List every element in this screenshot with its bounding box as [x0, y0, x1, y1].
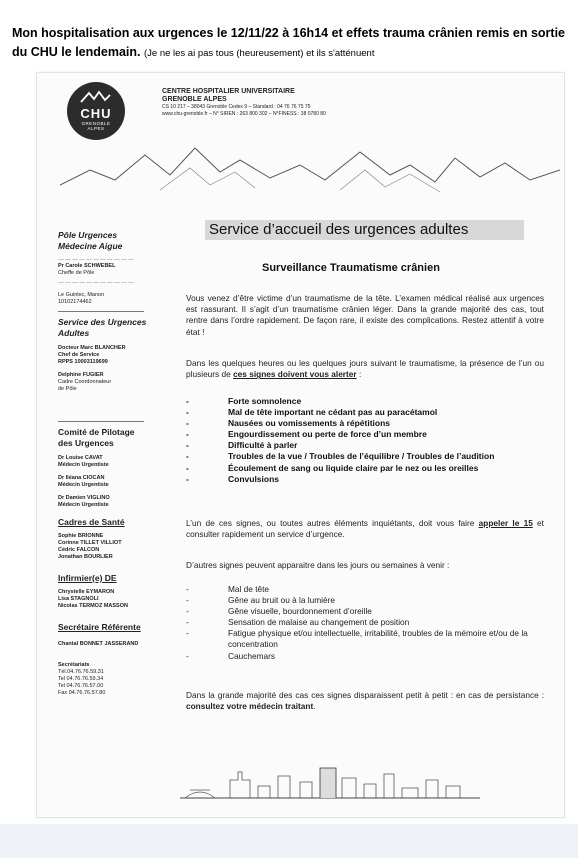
service-subtitle: Adultes — [58, 328, 90, 338]
committee-subtitle: des Urgences — [58, 438, 114, 448]
divider — [58, 311, 144, 312]
list-item: - Sensation de malaise au changement de position — [186, 617, 544, 628]
other-signs-list — [186, 584, 544, 662]
city-skyline-drawing — [180, 760, 480, 805]
committee-title: Comité de Pilotage — [58, 427, 135, 437]
list-item: - Nausées ou vomissements à répétitions — [186, 418, 544, 429]
list-item: - Écoulement de sang ou liquide claire par le nez ou les oreilles — [186, 463, 544, 474]
list-item: - Gêne au bruit ou à la lumière — [186, 595, 544, 606]
hospital-address: CS 10 217 – 38043 Grenoble Cedex 9 – Standard : 04 76 76 75 75 — [162, 104, 311, 110]
list-item: - Mal de tête — [186, 584, 544, 595]
infirmiers-title: Infirmier(e) DE — [58, 573, 117, 583]
logo-text: CHU — [80, 106, 112, 121]
page-header — [12, 24, 566, 63]
hospital-info — [162, 88, 422, 118]
logo-sub: GRENOBLE ALPES — [81, 121, 111, 131]
other-signs-intro: D’autres signes peuvent apparaitre dans les jours ou semaines à venir : — [186, 560, 450, 570]
intro-paragraph: Vous venez d’être victime d’un traumatisme de la tête. L’examen médical réalisé aux urgences est rassurant. Il s’agit d’un traumatisme crânien léger. Dans la grande majorité des cas, tout rentre dans l’ordre rapidement. De façon rare, il existe des complications. Restez attentif à votre état ! — [186, 293, 544, 337]
list-item: - Forte somnolence — [186, 396, 544, 407]
closing-paragraph: Dans la grande majorité des cas ces signes disparaissent petit à petit : en cas de persistance : consultez votre médecin traitant. — [186, 690, 544, 712]
hospital-web: www.chu-grenoble.fr – N° SIREN : 263 800 302 – N°FINESS : 38 0780 80 — [162, 111, 326, 117]
list-item: - Engourdissement ou perte de force d’un membre — [186, 429, 544, 440]
header-note: (Je ne les ai pas tous (heureusement) et ils s'atténuent — [143, 48, 375, 59]
divider — [58, 421, 144, 422]
alert-paragraph: Dans les quelques heures ou les quelques jours suivant le traumatisme, la présence de l’un ou plusieurs de ces signes doivent vous alerter : — [186, 358, 544, 380]
doctor-1: Docteur Marc BLANCHER Chef de Service RPPS 10003119699 — [58, 345, 126, 365]
dots-separator: …………………………… — [58, 279, 135, 285]
secretary-title: Secrétaire Référente — [58, 622, 141, 632]
alert-signs-list — [186, 396, 544, 485]
header-title: Mon hospitalisation aux urgences le 12/11/22 à 16h14 et effets trauma crânien remis en sortie du CHU le lendemain. — [12, 26, 565, 59]
doctor-2: Delphine FUGIER Cadre Coordonnateur de Pôle — [58, 372, 112, 392]
hospital-name-1: CENTRE HOSPITALIER UNIVERSITAIRE — [162, 88, 295, 95]
service-banner: Service d’accueil des urgences adultes — [205, 220, 524, 240]
committee-member-3: Dr Damien VIGLINO Médecin Urgentiste — [58, 495, 110, 508]
cadres-list: Sophie BRIONNE Corinne TILLET VILLIOT Cédric FALCON Jonathan BOURLIER — [58, 533, 122, 560]
surveillance-title: Surveillance Traumatisme crânien — [262, 262, 440, 274]
list-item: - Fatigue physique et/ou intellectuelle, irritabilité, troubles de la mémoire et/ou de la concentration — [186, 628, 544, 650]
pole-chief: Pr Carole SCHWEBEL Cheffe de Pôle — [58, 263, 116, 276]
secretary-name: Chantal BONNET JASSERAND — [58, 641, 139, 647]
cadres-title: Cadres de Santé — [58, 517, 125, 527]
mountain-range-drawing — [60, 130, 560, 200]
call-paragraph: L’un de ces signes, ou toutes autres éléments inquiétants, doit vous faire appeler le 15 et consulter rapidement un service d’urgence. — [186, 518, 544, 540]
committee-member-2: Dr Iléana CIOCAN Médecin Urgentiste — [58, 475, 109, 488]
bottom-strip — [0, 824, 578, 858]
patient-info: Le Guinlec, Manon 10102174462 — [58, 292, 105, 305]
sidebar-staff — [58, 230, 158, 697]
committee-member-1: Dr Louise CAVAT Médecin Urgentiste — [58, 455, 109, 468]
service-title: Service des Urgences — [58, 317, 147, 327]
dots-separator: …………………………… — [58, 256, 135, 262]
list-item: - Gêne visuelle, bourdonnement d’oreille — [186, 606, 544, 617]
mountain-logo-icon — [79, 90, 113, 104]
list-item: - Difficulté à parler — [186, 440, 544, 451]
infirmiers-list: Chrystelle EYMARON Lisa STAGNOLI Nicolas TERMOZ MASSON — [58, 589, 128, 609]
list-item: - Mal de tête important ne cédant pas au paracétamol — [186, 407, 544, 418]
list-item: - Convulsions — [186, 474, 544, 485]
list-item: - Cauchemars — [186, 651, 544, 662]
list-item: - Troubles de la vue / Troubles de l’équilibre / Troubles de l’audition — [186, 451, 544, 462]
pole-subtitle: Médecine Aigue — [58, 241, 123, 251]
hospital-name-2: GRENOBLE ALPES — [162, 96, 227, 103]
pole-title: Pôle Urgences — [58, 230, 118, 240]
secretariats: Secrétariats Tél.04.76.76.59.31 Tel 04.76.76.59.34 Tel 04.76.76.57.00 Fax 04.76.76.57.80 — [58, 662, 106, 696]
